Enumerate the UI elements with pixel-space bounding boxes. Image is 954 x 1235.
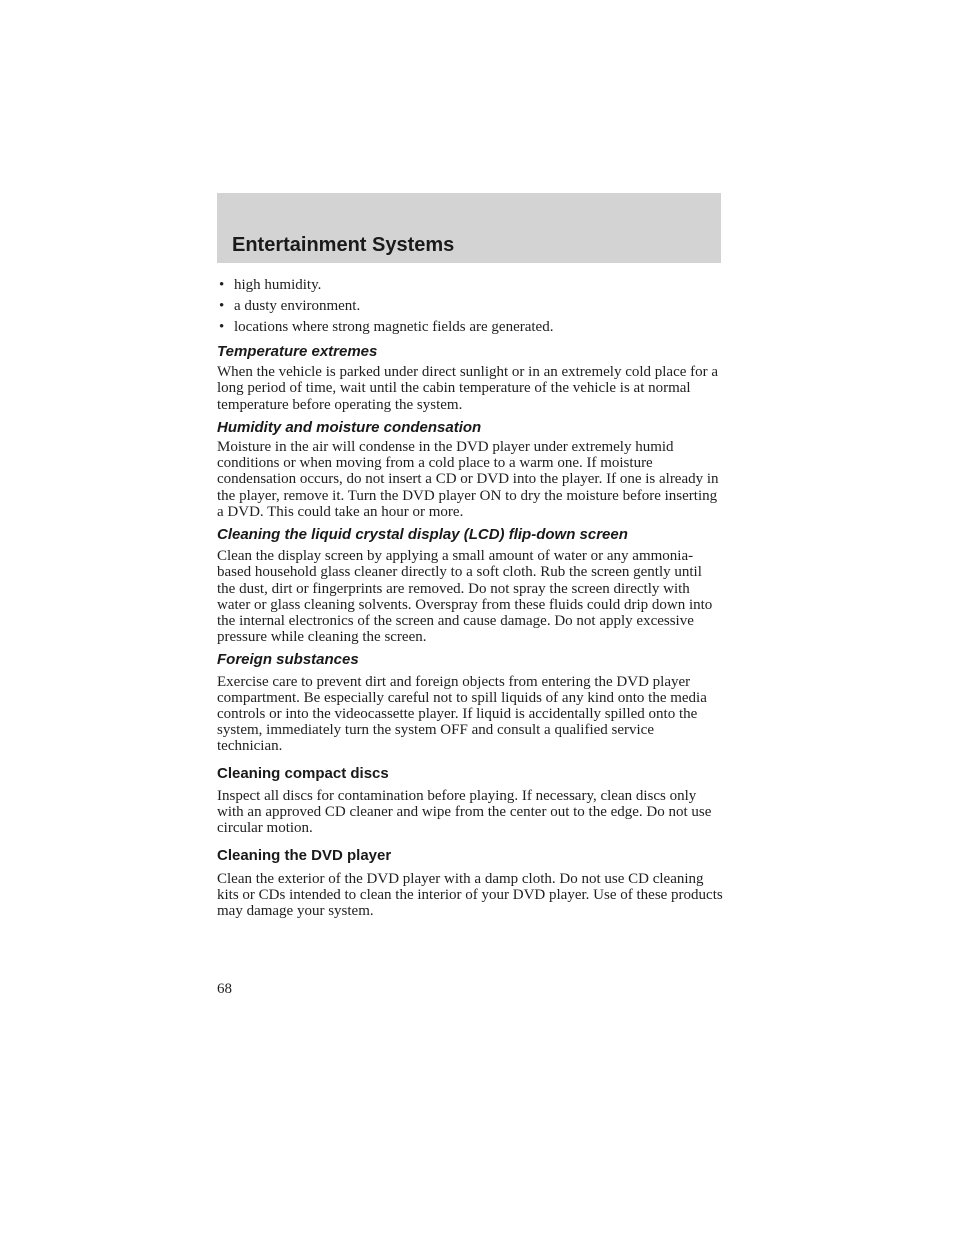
section-header-band xyxy=(217,193,721,263)
page-number: 68 xyxy=(217,981,232,997)
paragraph-cleaning-discs: Inspect all discs for contamination before playing. If necessary, clean discs only with an approved CD cleaner and wipe from the center out to the edge. Do not use circular motion. xyxy=(217,787,712,837)
list-item xyxy=(217,317,723,338)
list-item-text: high humidity. xyxy=(234,277,322,293)
subheading-cleaning-lcd: Cleaning the liquid crystal display (LCD) flip-down screen xyxy=(217,526,628,544)
page-content xyxy=(217,275,723,919)
bullet-icon: • xyxy=(219,319,225,335)
subheading-cleaning-dvd-player: Cleaning the DVD player xyxy=(217,847,392,865)
list-item-text: a dusty environment. xyxy=(234,298,361,314)
bullet-list xyxy=(217,275,723,338)
list-item-text: locations where strong magnetic fields are generated. xyxy=(234,319,554,335)
list-item xyxy=(217,296,723,317)
paragraph-cleaning-dvd-player: Clean the exterior of the DVD player with a damp cloth. Do not use CD cleaning kits or CDs intended to clean the interior of your DVD player. Use of these products may damage your system. xyxy=(217,870,723,920)
list-item xyxy=(217,275,723,296)
paragraph-temperature-extremes: When the vehicle is parked under direct sunlight or in an extremely cold place for a long period of time, wait until the cabin temperature of the vehicle is at normal temperature before operating the system. xyxy=(217,364,719,413)
paragraph-humidity: Moisture in the air will condense in the DVD player under extremely humid conditions or when moving from a cold place to a warm one. If moisture condensation occurs, do not insert a CD or DVD into the player. If one is already in the player, remove it. Turn the DVD player ON to dry the moisture before inserting a DVD. This could take an hour or more. xyxy=(217,439,719,520)
subheading-foreign-substances: Foreign substances xyxy=(217,651,359,669)
section-title: Entertainment Systems xyxy=(232,234,455,256)
paragraph-cleaning-lcd: Clean the display screen by applying a small amount of water or any ammonia-based household glass cleaner directly to a soft cloth. Rub the screen gently until the dust, dirt or fingerprints are removed. Do not spray the screen directly with water or glass cleaning solvents. Overspray from these fluids could drip down into the internal electronics of the screen and cause damage. Do not apply excessive pressure while cleaning the screen. xyxy=(217,548,713,646)
bullet-icon: • xyxy=(219,298,225,314)
subheading-cleaning-discs: Cleaning compact discs xyxy=(217,764,389,782)
subheading-temperature-extremes: Temperature extremes xyxy=(217,343,378,360)
bullet-icon: • xyxy=(219,277,225,293)
subheading-humidity: Humidity and moisture condensation xyxy=(217,418,482,436)
paragraph-foreign-substances: Exercise care to prevent dirt and foreign objects from entering the DVD player compartment. Be especially careful not to spill liquids of any kind onto the media controls or into the videocassette player. If liquid is accidentally spilled onto the system, immediately turn the system OFF and consult a qualified service technician. xyxy=(217,673,707,755)
